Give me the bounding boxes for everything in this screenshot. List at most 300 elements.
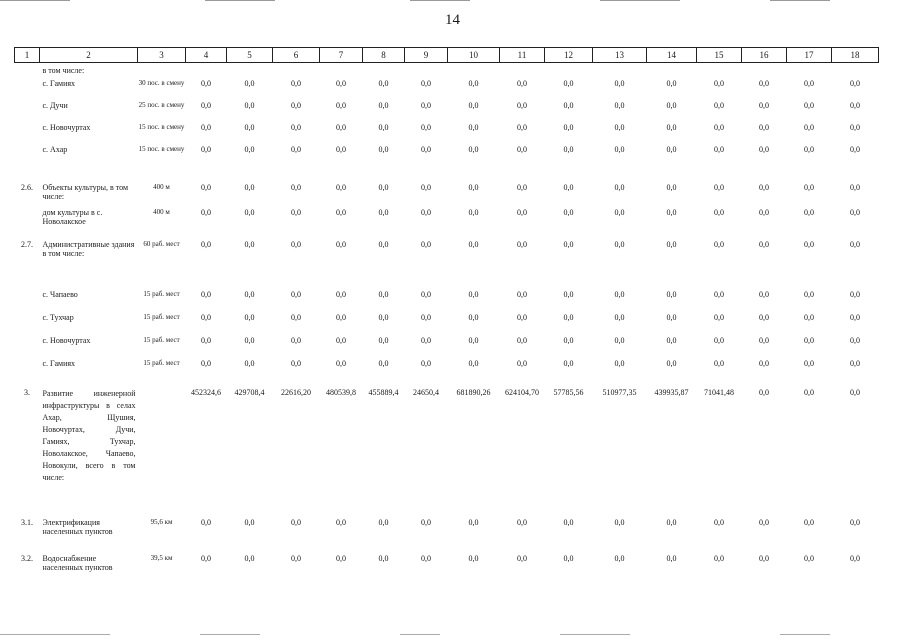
value-cell-col-11: 0,0 xyxy=(517,144,527,154)
value-cell-col-6: 0,0 xyxy=(291,122,301,132)
value-cell-col-11: 0,0 xyxy=(517,78,527,88)
value-cell-col-5: 0,0 xyxy=(244,553,255,563)
column-header-7: 7 xyxy=(320,48,363,63)
value-cell-col-9 xyxy=(405,63,448,76)
value-cell-col-12: 0,0 xyxy=(563,100,574,110)
value-cell-col-5: 0,0 xyxy=(244,517,255,527)
value-cell-col-16: 0,0 xyxy=(759,182,769,192)
value-cell-col-9: 0,0 xyxy=(421,122,431,132)
table-row xyxy=(15,120,879,142)
value-cell-col-16: 0,0 xyxy=(759,517,769,527)
column-header-9: 9 xyxy=(405,48,448,63)
table-row xyxy=(15,551,879,581)
row-name: в том числе: xyxy=(42,66,85,75)
value-cell-col-16: 0,0 xyxy=(759,78,769,88)
value-cell-col-14: 0,0 xyxy=(666,358,677,368)
column-header-4: 4 xyxy=(186,48,227,63)
row-number xyxy=(15,287,40,310)
value-cell-col-17: 0,0 xyxy=(804,239,814,249)
value-cell-col-5 xyxy=(227,63,273,76)
value-cell-col-11: 0,0 xyxy=(517,358,527,368)
value-cell-col-14: 0,0 xyxy=(666,78,677,88)
value-cell-col-4: 0,0 xyxy=(201,312,211,322)
value-cell-col-7: 0,0 xyxy=(336,289,346,299)
value-cell-col-8 xyxy=(363,63,405,76)
value-cell-col-12: 0,0 xyxy=(563,144,574,154)
value-cell-col-5: 0,0 xyxy=(244,144,255,154)
value-cell-col-7: 0,0 xyxy=(336,358,346,368)
row-name: с. Дучи xyxy=(42,100,68,110)
value-cell-col-15: 0,0 xyxy=(714,289,724,299)
table-header-row xyxy=(15,48,879,63)
value-cell-col-16: 0,0 xyxy=(759,335,769,345)
value-cell-col-7 xyxy=(320,63,363,76)
value-cell-col-7: 0,0 xyxy=(336,182,346,192)
value-cell-col-5: 0,0 xyxy=(244,78,255,88)
value-cell-col-15: 0,0 xyxy=(714,207,724,217)
value-cell-col-17: 0,0 xyxy=(804,358,814,368)
value-cell-col-9: 0,0 xyxy=(421,335,431,345)
value-cell-col-7: 0,0 xyxy=(336,122,346,132)
value-cell-col-9: 0,0 xyxy=(421,312,431,322)
value-cell-col-15 xyxy=(697,63,742,76)
value-cell-col-11: 0,0 xyxy=(517,207,527,217)
value-cell-col-11: 0,0 xyxy=(517,312,527,322)
value-cell-col-13: 0,0 xyxy=(614,144,625,154)
value-cell-col-13: 0,0 xyxy=(614,312,625,322)
value-cell-col-17: 0,0 xyxy=(804,387,814,397)
value-cell-col-18: 0,0 xyxy=(850,239,860,249)
row-name: Развитие инженерной инфраструктуры в селах Ахар, Щушия, Новочуртах, Дучи, Гамиях, Тухчар, Новолакское, Чапаево, Новокули, всего в том числе: xyxy=(42,388,136,482)
value-cell-col-11: 0,0 xyxy=(517,239,527,249)
row-name: Объекты культуры, в том числе: xyxy=(42,182,129,201)
table-row xyxy=(15,76,879,98)
row-name: с. Ахар xyxy=(42,144,68,154)
value-cell-col-18: 0,0 xyxy=(850,387,860,397)
value-cell-col-6: 0,0 xyxy=(291,207,301,217)
value-cell-col-5: 0,0 xyxy=(244,182,255,192)
value-cell-col-10: 0,0 xyxy=(468,100,479,110)
row-number xyxy=(15,205,40,237)
value-cell-col-10: 0,0 xyxy=(468,289,479,299)
value-cell-col-13: 0,0 xyxy=(614,122,625,132)
value-cell-col-17 xyxy=(787,63,832,76)
budget-table xyxy=(14,47,879,581)
value-cell-col-18: 0,0 xyxy=(850,207,860,217)
column-header-16: 16 xyxy=(742,48,787,63)
value-cell-col-12: 0,0 xyxy=(563,335,574,345)
row-unit: 95,6 км xyxy=(150,517,173,526)
value-cell-col-7: 0,0 xyxy=(336,207,346,217)
column-header-15: 15 xyxy=(697,48,742,63)
value-cell-col-18: 0,0 xyxy=(850,517,860,527)
value-cell-col-15: 0,0 xyxy=(714,239,724,249)
value-cell-col-14: 0,0 xyxy=(666,312,677,322)
column-header-17: 17 xyxy=(787,48,832,63)
row-unit xyxy=(138,385,186,515)
table-row xyxy=(15,356,879,385)
value-cell-col-7: 0,0 xyxy=(336,517,346,527)
row-number xyxy=(15,310,40,333)
value-cell-col-14 xyxy=(647,63,697,76)
value-cell-col-7: 480539,8 xyxy=(326,387,356,397)
value-cell-col-4: 0,0 xyxy=(201,239,211,249)
value-cell-col-14: 0,0 xyxy=(666,182,677,192)
row-unit: 60 раб. мест xyxy=(143,239,180,248)
value-cell-col-13: 0,0 xyxy=(614,358,625,368)
value-cell-col-16: 0,0 xyxy=(759,122,769,132)
value-cell-col-9: 0,0 xyxy=(421,289,431,299)
value-cell-col-6: 0,0 xyxy=(291,312,301,322)
value-cell-col-4: 452324,6 xyxy=(191,387,221,397)
value-cell-col-17: 0,0 xyxy=(804,289,814,299)
value-cell-col-11: 0,0 xyxy=(517,182,527,192)
value-cell-col-9: 0,0 xyxy=(421,100,431,110)
row-unit: 25 пос. в смену xyxy=(138,100,185,109)
value-cell-col-18: 0,0 xyxy=(850,289,860,299)
value-cell-col-13: 0,0 xyxy=(614,239,625,249)
value-cell-col-10: 0,0 xyxy=(468,335,479,345)
value-cell-col-18: 0,0 xyxy=(850,553,860,563)
table-row xyxy=(15,98,879,120)
value-cell-col-12: 0,0 xyxy=(563,289,574,299)
value-cell-col-15: 0,0 xyxy=(714,122,724,132)
value-cell-col-15: 0,0 xyxy=(714,517,724,527)
value-cell-col-8: 0,0 xyxy=(378,553,389,563)
row-unit: 15 раб. мест xyxy=(143,312,180,321)
row-name: с. Гамиях xyxy=(42,358,76,368)
column-header-13: 13 xyxy=(593,48,647,63)
value-cell-col-14: 0,0 xyxy=(666,207,677,217)
value-cell-col-10: 0,0 xyxy=(468,517,479,527)
value-cell-col-11: 0,0 xyxy=(517,517,527,527)
value-cell-col-6: 0,0 xyxy=(291,335,301,345)
row-number xyxy=(15,98,40,120)
value-cell-col-4: 0,0 xyxy=(201,78,211,88)
table-body xyxy=(15,63,879,581)
value-cell-col-15: 0,0 xyxy=(714,553,724,563)
row-unit: 15 пос. в смену xyxy=(138,144,185,153)
value-cell-col-9: 0,0 xyxy=(421,239,431,249)
value-cell-col-17: 0,0 xyxy=(804,207,814,217)
value-cell-col-10: 0,0 xyxy=(468,553,479,563)
value-cell-col-4: 0,0 xyxy=(201,289,211,299)
value-cell-col-17: 0,0 xyxy=(804,182,814,192)
row-name: Электрификация населенных пунктов xyxy=(42,517,113,536)
row-name: с. Новочуртах xyxy=(42,122,91,132)
value-cell-col-18: 0,0 xyxy=(850,100,860,110)
row-name: с. Чапаево xyxy=(42,289,78,299)
value-cell-col-5: 0,0 xyxy=(244,122,255,132)
value-cell-col-5: 0,0 xyxy=(244,100,255,110)
value-cell-col-4: 0,0 xyxy=(201,358,211,368)
value-cell-col-17: 0,0 xyxy=(804,78,814,88)
value-cell-col-10: 0,0 xyxy=(468,358,479,368)
value-cell-col-11 xyxy=(500,63,545,76)
value-cell-col-14: 0,0 xyxy=(666,289,677,299)
value-cell-col-12: 0,0 xyxy=(563,239,574,249)
value-cell-col-8: 0,0 xyxy=(378,312,389,322)
value-cell-col-6: 0,0 xyxy=(291,78,301,88)
value-cell-col-8: 0,0 xyxy=(378,335,389,345)
value-cell-col-16: 0,0 xyxy=(759,312,769,322)
value-cell-col-4: 0,0 xyxy=(201,207,211,217)
value-cell-col-8: 0,0 xyxy=(378,207,389,217)
row-number xyxy=(15,120,40,142)
value-cell-col-14: 439935,87 xyxy=(654,387,689,397)
row-number: 3.1. xyxy=(21,517,33,527)
row-number xyxy=(15,333,40,356)
value-cell-col-6: 0,0 xyxy=(291,517,301,527)
row-unit: 39,5 км xyxy=(150,553,173,562)
row-name: Водоснабжение населенных пунктов xyxy=(42,553,113,572)
value-cell-col-18: 0,0 xyxy=(850,312,860,322)
value-cell-col-6 xyxy=(273,63,320,76)
value-cell-col-13: 0,0 xyxy=(614,207,625,217)
table-row xyxy=(15,310,879,333)
value-cell-col-11: 0,0 xyxy=(517,122,527,132)
value-cell-col-9: 0,0 xyxy=(421,358,431,368)
value-cell-col-6: 0,0 xyxy=(291,289,301,299)
value-cell-col-15: 0,0 xyxy=(714,78,724,88)
value-cell-col-8: 0,0 xyxy=(378,289,389,299)
value-cell-col-15: 0,0 xyxy=(714,100,724,110)
value-cell-col-9: 24650,4 xyxy=(413,387,439,397)
value-cell-col-12: 0,0 xyxy=(563,78,574,88)
value-cell-col-18: 0,0 xyxy=(850,122,860,132)
table-row xyxy=(15,180,879,205)
value-cell-col-5: 0,0 xyxy=(244,239,255,249)
row-number xyxy=(15,142,40,180)
column-header-6: 6 xyxy=(273,48,320,63)
value-cell-col-18: 0,0 xyxy=(850,78,860,88)
page-number: 14 xyxy=(445,12,460,28)
value-cell-col-7: 0,0 xyxy=(336,312,346,322)
value-cell-col-15: 0,0 xyxy=(714,335,724,345)
value-cell-col-5: 429708,4 xyxy=(234,387,265,397)
value-cell-col-15: 71041,48 xyxy=(704,387,734,397)
value-cell-col-15: 0,0 xyxy=(714,312,724,322)
table-row xyxy=(15,205,879,237)
value-cell-col-16: 0,0 xyxy=(759,207,769,217)
row-number: 2.7. xyxy=(21,239,33,249)
value-cell-col-17: 0,0 xyxy=(804,122,814,132)
value-cell-col-8: 0,0 xyxy=(378,182,389,192)
value-cell-col-15: 0,0 xyxy=(714,144,724,154)
scan-bottom-edge xyxy=(0,634,905,636)
value-cell-col-13: 0,0 xyxy=(614,78,625,88)
value-cell-col-8: 0,0 xyxy=(378,100,389,110)
row-number: 3.2. xyxy=(21,553,33,563)
value-cell-col-18 xyxy=(832,63,879,76)
row-name: Административные здания в том числе: xyxy=(42,239,135,258)
value-cell-col-7: 0,0 xyxy=(336,553,346,563)
value-cell-col-6: 0,0 xyxy=(291,144,301,154)
value-cell-col-18: 0,0 xyxy=(850,182,860,192)
value-cell-col-10: 0,0 xyxy=(468,182,479,192)
value-cell-col-13 xyxy=(593,63,647,76)
value-cell-col-13: 0,0 xyxy=(614,100,625,110)
value-cell-col-6: 0,0 xyxy=(291,239,301,249)
value-cell-col-6: 0,0 xyxy=(291,182,301,192)
value-cell-col-7: 0,0 xyxy=(336,78,346,88)
value-cell-col-9: 0,0 xyxy=(421,517,431,527)
value-cell-col-5: 0,0 xyxy=(244,358,255,368)
row-unit: 400 м xyxy=(153,207,170,216)
value-cell-col-13: 0,0 xyxy=(614,517,625,527)
value-cell-col-14: 0,0 xyxy=(666,335,677,345)
value-cell-col-6: 0,0 xyxy=(291,100,301,110)
value-cell-col-10: 0,0 xyxy=(468,144,479,154)
value-cell-col-16: 0,0 xyxy=(759,358,769,368)
column-header-10: 10 xyxy=(448,48,500,63)
value-cell-col-10: 0,0 xyxy=(468,207,479,217)
row-unit: 15 раб. мест xyxy=(143,335,180,344)
row-unit xyxy=(138,63,186,76)
value-cell-col-13: 510977,35 xyxy=(602,387,637,397)
row-number: 3. xyxy=(24,387,30,397)
row-name: с. Новочуртах xyxy=(42,335,91,345)
column-header-18: 18 xyxy=(832,48,879,63)
value-cell-col-7: 0,0 xyxy=(336,100,346,110)
value-cell-col-4: 0,0 xyxy=(201,517,211,527)
table-row xyxy=(15,287,879,310)
value-cell-col-8: 455889,4 xyxy=(368,387,399,397)
value-cell-col-14: 0,0 xyxy=(666,239,677,249)
value-cell-col-7: 0,0 xyxy=(336,144,346,154)
value-cell-col-16: 0,0 xyxy=(759,100,769,110)
value-cell-col-16: 0,0 xyxy=(759,553,769,563)
table-row xyxy=(15,142,879,180)
value-cell-col-16: 0,0 xyxy=(759,239,769,249)
row-unit: 30 пос. в смену xyxy=(138,78,185,87)
value-cell-col-12: 0,0 xyxy=(563,517,574,527)
value-cell-col-13: 0,0 xyxy=(614,182,625,192)
column-header-8: 8 xyxy=(363,48,405,63)
value-cell-col-18: 0,0 xyxy=(850,358,860,368)
value-cell-col-9: 0,0 xyxy=(421,553,431,563)
column-header-12: 12 xyxy=(545,48,593,63)
row-unit: 400 м xyxy=(153,182,170,191)
value-cell-col-17: 0,0 xyxy=(804,335,814,345)
value-cell-col-11: 0,0 xyxy=(517,289,527,299)
value-cell-col-17: 0,0 xyxy=(804,100,814,110)
value-cell-col-4: 0,0 xyxy=(201,122,211,132)
value-cell-col-12: 0,0 xyxy=(563,207,574,217)
value-cell-col-8: 0,0 xyxy=(378,358,389,368)
value-cell-col-11: 0,0 xyxy=(517,100,527,110)
value-cell-col-13: 0,0 xyxy=(614,335,625,345)
value-cell-col-17: 0,0 xyxy=(804,144,814,154)
table-row xyxy=(15,515,879,551)
value-cell-col-16 xyxy=(742,63,787,76)
row-number xyxy=(15,76,40,98)
value-cell-col-14: 0,0 xyxy=(666,100,677,110)
value-cell-col-10: 0,0 xyxy=(468,239,479,249)
row-unit: 15 раб. мест xyxy=(143,289,180,298)
value-cell-col-11: 624104,70 xyxy=(505,387,539,397)
value-cell-col-17: 0,0 xyxy=(804,312,814,322)
value-cell-col-16: 0,0 xyxy=(759,289,769,299)
value-cell-col-12: 0,0 xyxy=(563,182,574,192)
value-cell-col-9: 0,0 xyxy=(421,144,431,154)
value-cell-col-8: 0,0 xyxy=(378,517,389,527)
row-unit: 15 пос. в смену xyxy=(138,122,185,131)
value-cell-col-14: 0,0 xyxy=(666,517,677,527)
value-cell-col-9: 0,0 xyxy=(421,78,431,88)
value-cell-col-5: 0,0 xyxy=(244,335,255,345)
value-cell-col-8: 0,0 xyxy=(378,78,389,88)
value-cell-col-4 xyxy=(186,63,227,76)
value-cell-col-15: 0,0 xyxy=(714,182,724,192)
value-cell-col-7: 0,0 xyxy=(336,335,346,345)
row-number: 2.6. xyxy=(21,182,33,192)
value-cell-col-12: 57785,56 xyxy=(553,387,584,397)
value-cell-col-4: 0,0 xyxy=(201,553,211,563)
column-header-14: 14 xyxy=(647,48,697,63)
row-number xyxy=(15,63,40,76)
table-row xyxy=(15,333,879,356)
table-row xyxy=(15,385,879,515)
value-cell-col-10: 0,0 xyxy=(468,122,479,132)
value-cell-col-13: 0,0 xyxy=(614,553,625,563)
scan-top-edge xyxy=(0,0,905,2)
value-cell-col-14: 0,0 xyxy=(666,144,677,154)
value-cell-col-9: 0,0 xyxy=(421,182,431,192)
value-cell-col-14: 0,0 xyxy=(666,553,677,563)
value-cell-col-4: 0,0 xyxy=(201,144,211,154)
value-cell-col-6: 22616,20 xyxy=(281,387,311,397)
value-cell-col-5: 0,0 xyxy=(244,289,255,299)
row-name: дом культуры в с. Новолакское xyxy=(42,207,103,226)
value-cell-col-16: 0,0 xyxy=(759,387,769,397)
value-cell-col-10 xyxy=(448,63,500,76)
value-cell-col-9: 0,0 xyxy=(421,207,431,217)
value-cell-col-6: 0,0 xyxy=(291,553,301,563)
value-cell-col-4: 0,0 xyxy=(201,100,211,110)
value-cell-col-14: 0,0 xyxy=(666,122,677,132)
row-name: с. Тухчар xyxy=(42,312,74,322)
value-cell-col-8: 0,0 xyxy=(378,239,389,249)
value-cell-col-12: 0,0 xyxy=(563,553,574,563)
value-cell-col-10: 0,0 xyxy=(468,312,479,322)
value-cell-col-13: 0,0 xyxy=(614,289,625,299)
column-header-3: 3 xyxy=(138,48,186,63)
value-cell-col-7: 0,0 xyxy=(336,239,346,249)
value-cell-col-11: 0,0 xyxy=(517,553,527,563)
row-unit: 15 раб. мест xyxy=(143,358,180,367)
column-header-2: 2 xyxy=(40,48,138,63)
column-header-1: 1 xyxy=(15,48,40,63)
value-cell-col-6: 0,0 xyxy=(291,358,301,368)
column-header-5: 5 xyxy=(227,48,273,63)
value-cell-col-4: 0,0 xyxy=(201,182,211,192)
value-cell-col-8: 0,0 xyxy=(378,144,389,154)
table-row xyxy=(15,237,879,287)
value-cell-col-12: 0,0 xyxy=(563,358,574,368)
value-cell-col-16: 0,0 xyxy=(759,144,769,154)
value-cell-col-18: 0,0 xyxy=(850,144,860,154)
value-cell-col-10: 0,0 xyxy=(468,78,479,88)
value-cell-col-12 xyxy=(545,63,593,76)
value-cell-col-5: 0,0 xyxy=(244,312,255,322)
value-cell-col-17: 0,0 xyxy=(804,553,814,563)
row-name: с. Гамиях xyxy=(42,78,76,88)
value-cell-col-15: 0,0 xyxy=(714,358,724,368)
column-header-11: 11 xyxy=(500,48,545,63)
value-cell-col-17: 0,0 xyxy=(804,517,814,527)
value-cell-col-12: 0,0 xyxy=(563,312,574,322)
